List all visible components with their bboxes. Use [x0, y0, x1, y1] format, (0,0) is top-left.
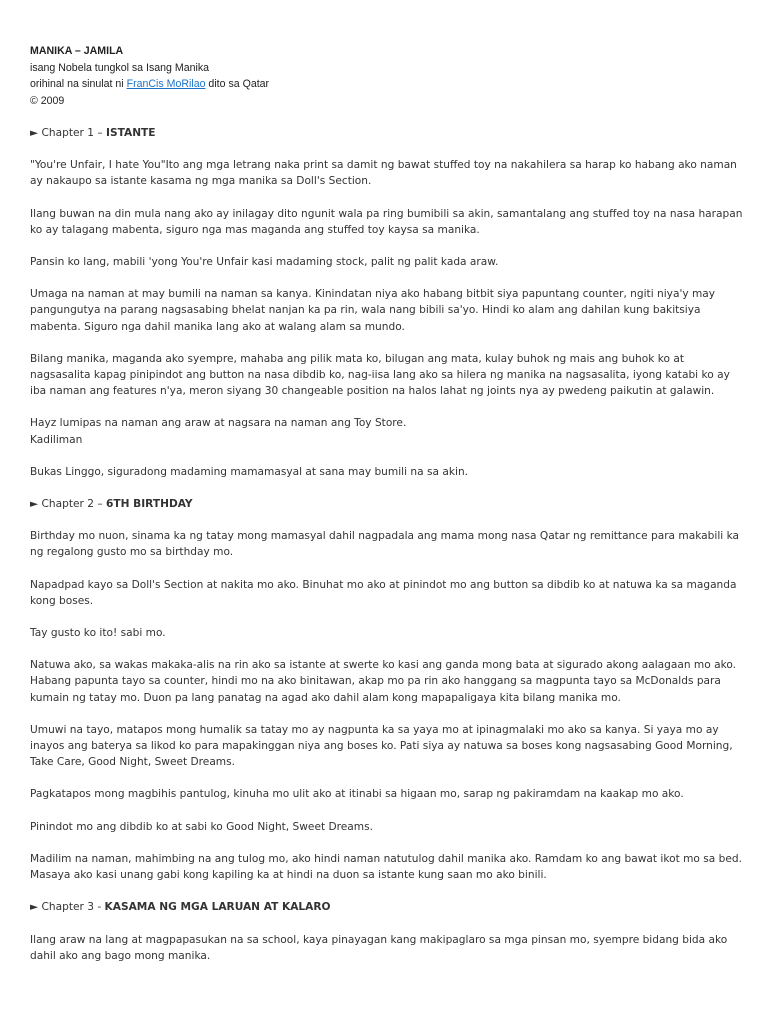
chapter-2-prefix: ► Chapter 2 – — [30, 498, 107, 511]
book-title: MANIKA – JAMILA — [30, 45, 124, 57]
paragraph: "You're Unfair, I hate You"Ito ang mga letrang naka print sa damit ng bawat stuffed toy na nakahilera sa harap ko habang ako naman ay nakaupo sa istante kasama ng mga manika sa Doll's Section. — [30, 159, 737, 188]
author-line — [30, 76, 745, 93]
paragraph: Pinindot mo ang dibdib ko at sabi ko Good Night, Sweet Dreams. — [30, 820, 373, 833]
paragraph: Napadpad kayo sa Doll's Section at nakita mo ako. Binuhat mo ako at pinindot mo ang button sa dibdib ko at natuwa ka sa maganda kong boses. — [30, 578, 737, 607]
paragraph: Tay gusto ko ito! sabi mo. — [30, 627, 166, 640]
book-subtitle: isang Nobela tungkol sa Isang Manika — [30, 61, 210, 74]
chapter-3-prefix: ► Chapter 3 - — [30, 901, 105, 914]
paragraph: Pagkatapos mong magbihis pantulog, kinuha mo ulit ako at itinabi sa higaan mo, sarap ng pakiramdam na kaakap mo ako. — [30, 788, 684, 801]
author-prefix: orihinal na sinulat ni — [30, 78, 127, 90]
chapter-2-title: 6TH BIRTHDAY — [106, 498, 193, 511]
chapter-1-prefix: ► Chapter 1 – — [30, 127, 107, 139]
paragraph: Pansin ko lang, mabili 'yong You're Unfair kasi madaming stock, palit ng palit kada araw. — [30, 256, 499, 269]
paragraph: Natuwa ako, sa wakas makaka-alis na rin ako sa istante at swerte ko kasi ang ganda mong bata at sigurado akong aalagaan mo ako. Habang papunta tayo sa counter, hindi mo na ako binitawan, akap mo pa rin ako hanggang sa magpunta tayo sa McDonalds para kumain ng tatay mo. Duon pa lang panatag na agad ako dahil alam kong mapapaligaya kita bilang manika mo. — [30, 659, 736, 704]
paragraph: Umaga na naman at may bumili na naman sa kanya. Kinindatan niya ako habang bitbit siya papuntang counter, ngiti niya'y may pangungutya na parang nagsasabing bhelat nanjan ka pa rin, wala nang bibili sa'yo. Hindi ko alam ang dahilan kung bakitsiya mabenta. Siguro nga dahil manika lang ako at walang alam sa mundo. — [30, 288, 716, 333]
chapter-2-heading — [30, 496, 745, 512]
copyright: © 2009 — [30, 94, 65, 107]
paragraph: Hayz lumipas na naman ang araw at nagsara na naman ang Toy Store. — [30, 417, 407, 430]
paragraph: Kadiliman — [30, 433, 83, 446]
document-page — [30, 43, 745, 964]
paragraph: Bilang manika, maganda ako syempre, mahaba ang pilik mata ko, bilugan ang mata, kulay buhok ng mais ang buhok ko at nagsasalita kapag pinipindot ang button na nasa dibdib ko, nag-iisa lang ako sa hilera ng manika na nagsasalita, iyong katabi ko ay iba naman ang features n'ya, meron siyang 30 changeable position na halos lahat ng joints nya ay pwedeng paikutin at galawin. — [30, 352, 730, 398]
paragraph: Ilang buwan na din mula nang ako ay inilagay dito ngunit wala pa ring bumibili sa akin, samantalang ang stuffed toy na nasa harapan ko ay talagang mabenta, siguro nga mas maganda ang stuffed toy kaysa sa manika. — [30, 207, 743, 236]
paragraph: Bukas Linggo, siguradong madaming mamamasyal at sana may bumili na sa akin. — [30, 465, 469, 478]
paragraph: Birthday mo nuon, sinama ka ng tatay mong mamasyal dahil nagpadala ang mama mong nasa Qatar ng remittance para makabili ka ng regalong gusto mo sa birthday mo. — [30, 530, 740, 559]
paragraph: Ilang araw na lang at magpapasukan na sa school, kaya pinayagan kang makipaglaro sa mga pinsan mo, syempre bidang bida ako dahil ako ang bago mong manika. — [30, 933, 728, 962]
author-link[interactable]: FranCis MoRilao — [126, 78, 206, 90]
chapter-3-heading — [30, 899, 745, 915]
chapter-1-title: ISTANTE — [106, 127, 156, 139]
author-suffix: dito sa Qatar — [205, 78, 270, 90]
paragraph: Madilim na naman, mahimbing na ang tulog mo, ako hindi naman natutulog dahil manika ako. Ramdam ko ang bawat ikot mo sa bed. Masaya ako kasi unang gabi kong kapiling ka at hindi na duon sa istante kung saan mo ako binili. — [30, 852, 742, 882]
paragraph: Umuwi na tayo, matapos mong humalik sa tatay mo ay nagpunta ka sa yaya mo at ipinagmalaki mo ako sa kanya. Si yaya mo ay inayos ang baterya sa likod ko para mapakinggan niya ang boses ko. Pati siya ay natuwa sa boses kong nagsasabing Good Morning, Take Care, Good Night, Sweet Dreams. — [30, 723, 733, 769]
chapter-1-heading — [30, 125, 745, 141]
chapter-3-title: KASAMA NG MGA LARUAN AT KALARO — [104, 901, 331, 914]
